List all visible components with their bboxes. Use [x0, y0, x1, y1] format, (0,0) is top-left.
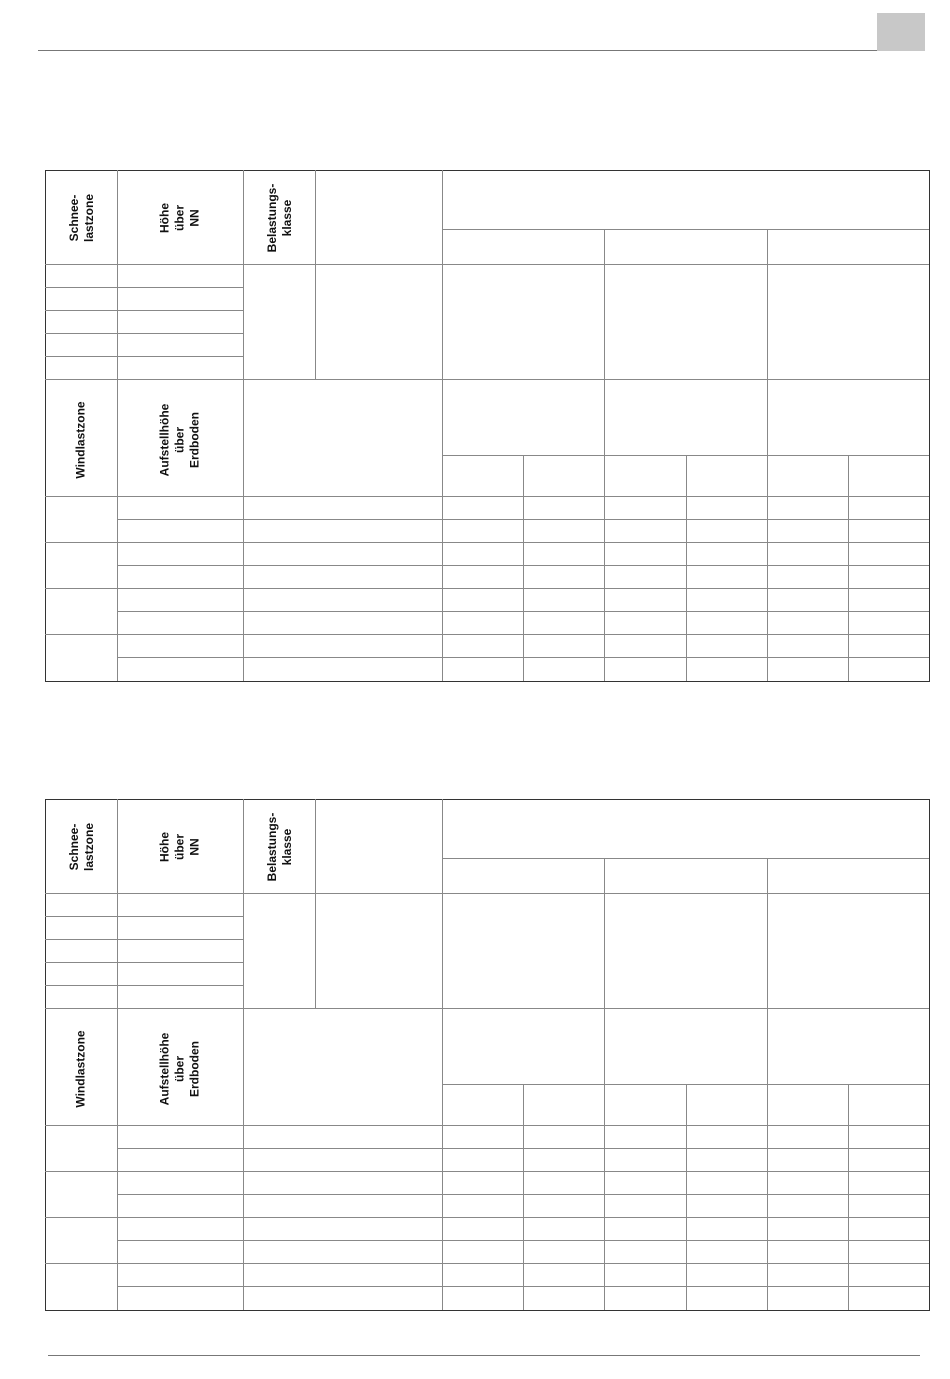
footer-rule	[48, 1355, 920, 1356]
table-1-snow-zone-header: Schnee- lastzone	[67, 193, 96, 243]
table-1-altitude-header: Höhe über NN	[157, 203, 202, 233]
table-2-grid	[0, 797, 950, 1317]
table-2-snow-zone-header: Schnee- lastzone	[67, 822, 96, 872]
table-1-install-height-header: Aufstellhöhe über Erdboden	[157, 403, 202, 477]
table-2-install-height-header: Aufstellhöhe über Erdboden	[157, 1032, 202, 1106]
table-1-load-class-header: Belastungs- klasse	[265, 183, 294, 253]
page-tab-marker	[877, 13, 925, 51]
table-1-wind-zone-header: Windlastzone	[73, 401, 88, 479]
header-rule	[38, 50, 925, 51]
table-2-altitude-header: Höhe über NN	[157, 832, 202, 862]
table-2-load-class-header: Belastungs- klasse	[265, 812, 294, 882]
table-2-wind-zone-header: Windlastzone	[73, 1030, 88, 1108]
table-1-grid	[0, 168, 950, 688]
